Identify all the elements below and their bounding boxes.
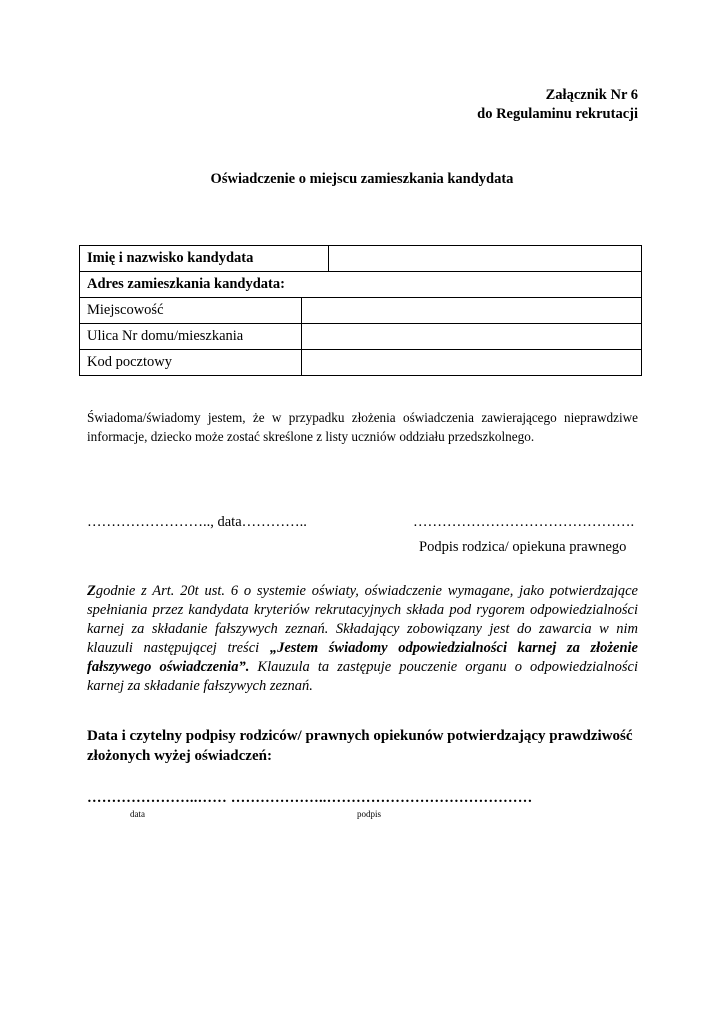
street-field[interactable]: [302, 324, 642, 350]
address-label: Adres zamieszkania kandydata:: [80, 272, 642, 298]
false-information-notice: Świadoma/świadomy jestem, że w przypadku złożenia oświadczenia zawierającego nieprawdziwe informacje, dziecko może zostać skreślone z listy uczniów oddziału przedszkolnego.: [87, 410, 638, 444]
parent-signature-label: Podpis rodzica/ opiekuna prawnego: [419, 539, 627, 555]
document-title: Oświadczenie o miejscu zamieszkania kandydata: [210, 171, 514, 187]
city-label: Miejscowość: [80, 298, 302, 324]
legal-text-part2: Klauzula ta zastępuje pouczenie organu o odpowiedzialności karnej za składanie fałszywych zeznań.: [87, 659, 639, 694]
table-row: [80, 350, 642, 376]
attachment-header: [477, 86, 638, 124]
table-row: [80, 298, 642, 324]
parent-signature-line: ……………………………………….: [413, 514, 635, 530]
table-row: [80, 246, 642, 272]
signature-caption: podpis: [357, 809, 382, 819]
legal-text-part1: godnie z Art. 20t ust. 6 o systemie oświaty, oświadczenie wymagane, jako potwierdzające spełniania przez kandydata kryteriów rekrutacyjnych składa pod rygorem odpowiedzialności karnej za składanie fałszywych zeznań. Składający zobowiązany jest do zawarcia w nim klauzuli następującej treści: [87, 583, 638, 656]
table-row: [80, 324, 642, 350]
city-field[interactable]: [302, 298, 642, 324]
attachment-number: Załącznik Nr 6: [545, 87, 638, 103]
attachment-subtitle: do Regulaminu rekrutacji: [477, 106, 638, 122]
name-label: Imię i nazwisko kandydata: [80, 246, 329, 272]
place-date-line: …………………….., data…………..: [87, 514, 307, 530]
postal-code-label: Kod pocztowy: [80, 350, 302, 376]
legal-initial: Z: [87, 583, 96, 599]
legal-statement: [87, 582, 638, 696]
final-signature-dots: …………………..…… ………………..……………………………………: [87, 790, 533, 806]
final-declaration-heading: Data i czytelny podpisy rodziców/ prawnych opiekunów potwierdzający prawdziwość złożonych wyżej oświadczeń:: [87, 728, 633, 764]
candidate-form-table: [79, 245, 642, 376]
postal-code-field[interactable]: [302, 350, 642, 376]
table-row: [80, 272, 642, 298]
name-field[interactable]: [329, 246, 642, 272]
date-caption: data: [130, 809, 145, 819]
legal-clause: „Jestem świadomy odpowiedzialności karnej za złożenie fałszywego oświadczenia”.: [87, 640, 638, 675]
street-label: Ulica Nr domu/mieszkania: [80, 324, 302, 350]
